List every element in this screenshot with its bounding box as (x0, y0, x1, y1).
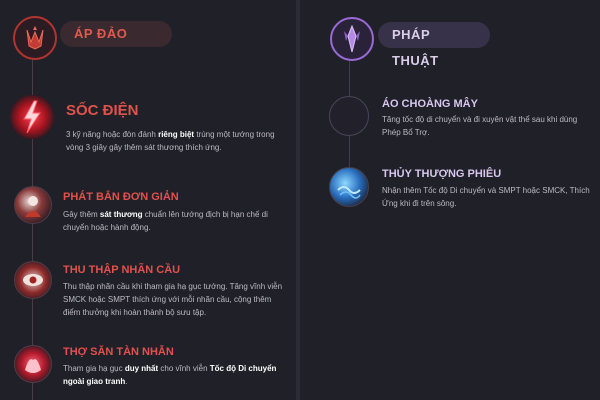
rune-description: Tăng tốc độ di chuyển và đi xuyên vật thể sau khi dùng Phép Bổ Trợ. (382, 115, 578, 137)
waterwalking-icon[interactable] (329, 167, 369, 207)
empty-slot-icon[interactable] (329, 96, 369, 136)
rune-title: PHÁT BẮN ĐƠN GIẢN (63, 191, 179, 203)
eyeball-icon[interactable] (14, 261, 52, 299)
secondary-tree-title: PHÁP THUẬT (378, 22, 490, 48)
rune-title: THỢ SĂN TÀN NHẪN (63, 346, 174, 358)
lightning-icon[interactable] (10, 95, 54, 139)
rune-description: Gây thêm sát thương chuẩn lên tướng địch bị hạn chế di chuyển hoặc hành động. (63, 210, 268, 232)
rune-title: ÁO CHOÀNG MÂY (382, 98, 478, 110)
keystone-title: SỐC ĐIỆN (66, 102, 139, 119)
rune-description: Tham gia hạ gục duy nhất cho vĩnh viễn Tốc độ Di chuyển ngoài giao tranh. (63, 364, 277, 386)
sorcery-icon[interactable] (330, 17, 374, 61)
rune-description: Nhận thêm Tốc độ Di chuyển và SMPT hoặc SMCK, Thích Ứng khi đi trên sông. (382, 186, 590, 208)
primary-tree-title: ÁP ĐẢO (60, 21, 172, 47)
rune-title: THỦY THƯỢNG PHIÊU (382, 168, 502, 180)
cheap-shot-icon[interactable] (14, 186, 52, 224)
keystone-description: 3 kỹ năng hoặc đòn đánh riêng biệt trúng một tướng trong vòng 3 giây gây thêm sát thương thích ứng. (66, 130, 275, 152)
relentless-hunter-icon[interactable] (14, 345, 52, 383)
rune-title: THU THẬP NHÃN CẦU (63, 264, 181, 276)
domination-icon[interactable] (13, 16, 57, 60)
rune-description: Thu thập nhãn cầu khi tham gia hạ gục tướng. Tăng vĩnh viễn SMCK hoặc SMPT thích ứng với mỗi nhãn cầu, cộng thêm điểm thưởng khi hoàn thành bộ sưu tập. (63, 282, 283, 317)
